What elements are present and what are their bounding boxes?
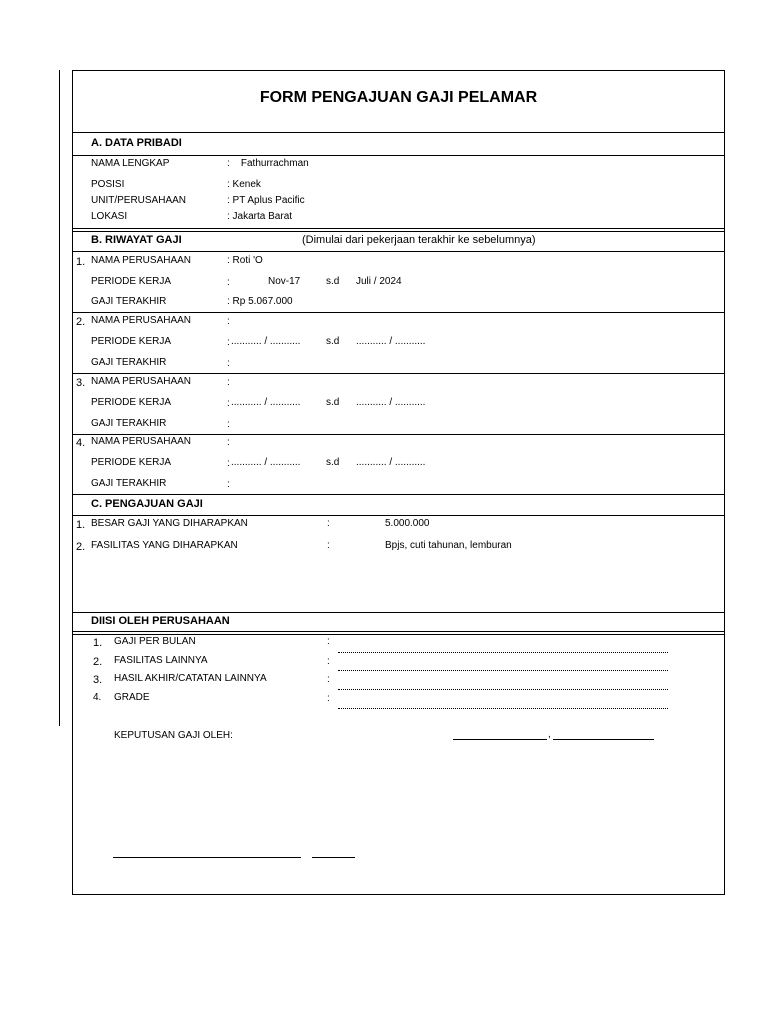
row-number: 3. [93,674,103,686]
period-label: PERIODE KERJA [91,276,172,287]
company-label: NAMA PERUSAHAAN [91,255,192,266]
period-end: ........... / ........... [356,457,426,468]
period-start: ........... / ........... [231,457,301,468]
period-end: Juli / 2024 [356,276,402,287]
row-number: 2. [76,541,86,553]
field-label: POSISI [91,179,125,190]
divider [72,434,725,435]
salary-label: GAJI TERAKHIR [91,296,167,307]
company-value: : [227,316,230,327]
field-label: NAMA LENGKAP [91,158,170,169]
section-d-heading: DIISI OLEH PERUSAHAAN [91,615,230,627]
field-value: : Kenek [227,179,261,190]
expected-salary-label: BESAR GAJI YANG DIHARAPKAN [91,518,248,529]
salary-label: GAJI TERAKHIR [91,357,167,368]
divider [72,631,725,632]
final-notes-line[interactable] [338,689,668,690]
signature-name-line[interactable] [113,857,301,858]
entry-number: 4. [76,437,86,449]
company-value: : [227,377,230,388]
divider [72,251,725,252]
company-value: : Roti 'O [227,255,263,266]
entry-number: 2. [76,316,86,328]
period-end: ........... / ........... [356,336,426,347]
divider [72,612,725,613]
divider [72,494,725,495]
company-label: NAMA PERUSAHAAN [91,376,192,387]
expected-facilities-colon: : [327,540,330,551]
divider [72,312,725,313]
period-sd: s.d [326,336,340,347]
salary-value: : Rp 5.067.000 [227,296,293,307]
period-sd: s.d [326,397,340,408]
row-number: 2. [93,656,103,668]
company-label: NAMA PERUSAHAAN [91,436,192,447]
section-a-heading: A. DATA PRIBADI [91,137,182,149]
monthly-salary-line[interactable] [338,652,668,653]
field-label: LOKASI [91,211,128,222]
divider [72,228,725,229]
company-value: : [227,437,230,448]
period-label: PERIODE KERJA [91,457,172,468]
place-line[interactable] [453,739,547,740]
signature-date-line[interactable] [312,857,355,858]
expected-facilities-label: FASILITAS YANG DIHARAPKAN [91,540,238,551]
section-b-note: (Dimulai dari pekerjaan terakhir ke sebelumnya) [302,234,536,246]
grade-line[interactable] [338,708,668,709]
field-value: : PT Aplus Pacific [227,195,305,206]
grade-label: GRADE [114,692,150,703]
form-frame [72,70,725,895]
other-facilities-label: FASILITAS LAINNYA [114,655,208,666]
divider [72,373,725,374]
decision-comma: , [548,729,551,740]
period-colon: : [227,337,230,348]
period-start: ........... / ........... [231,336,301,347]
other-facilities-line[interactable] [338,670,668,671]
section-b-heading: B. RIWAYAT GAJI [91,234,182,246]
period-sd: s.d [326,457,340,468]
expected-salary-colon: : [327,518,330,529]
salary-value: : [227,358,230,369]
left-margin-tick [59,292,60,332]
other-facilities-colon: : [327,656,330,667]
field-value: : Jakarta Barat [227,211,293,222]
salary-label: GAJI TERAKHIR [91,478,167,489]
expected-facilities-value: Bpjs, cuti tahunan, lemburan [385,540,512,551]
left-margin-line [59,70,60,726]
period-colon: : [227,458,230,469]
row-number: 1. [76,519,86,531]
period-start: Nov-17 [268,276,301,287]
salary-value: : [227,419,230,430]
monthly-salary-label: GAJI PER BULAN [114,636,196,647]
page-title: FORM PENGAJUAN GAJI PELAMAR [259,89,538,106]
entry-number: 1. [76,256,86,268]
period-end: ........... / ........... [356,397,426,408]
date-line[interactable] [553,739,654,740]
final-notes-label: HASIL AKHIR/CATATAN LAINNYA [114,673,267,684]
company-label: NAMA PERUSAHAAN [91,315,192,326]
period-start: ........... / ........... [231,397,301,408]
monthly-salary-colon: : [327,636,330,647]
divider [72,155,725,156]
salary-label: GAJI TERAKHIR [91,418,167,429]
section-c-heading: C. PENGAJUAN GAJI [91,498,203,510]
final-notes-colon: : [327,674,330,685]
salary-value: : [227,479,230,490]
divider [72,634,725,635]
grade-colon: : [327,693,330,704]
period-colon: : [227,277,230,288]
row-number: 4. [93,692,102,703]
divider [72,515,725,516]
period-label: PERIODE KERJA [91,336,172,347]
period-colon: : [227,398,230,409]
field-label: UNIT/PERUSAHAAN [91,195,187,206]
expected-salary-value: 5.000.000 [385,518,430,529]
row-number: 1. [93,637,103,649]
divider [72,231,725,232]
divider [72,132,725,133]
entry-number: 3. [76,377,86,389]
period-sd: s.d [326,276,340,287]
decision-label: KEPUTUSAN GAJI OLEH: [114,730,233,741]
period-label: PERIODE KERJA [91,397,172,408]
field-value: : Fathurrachman [227,158,309,169]
